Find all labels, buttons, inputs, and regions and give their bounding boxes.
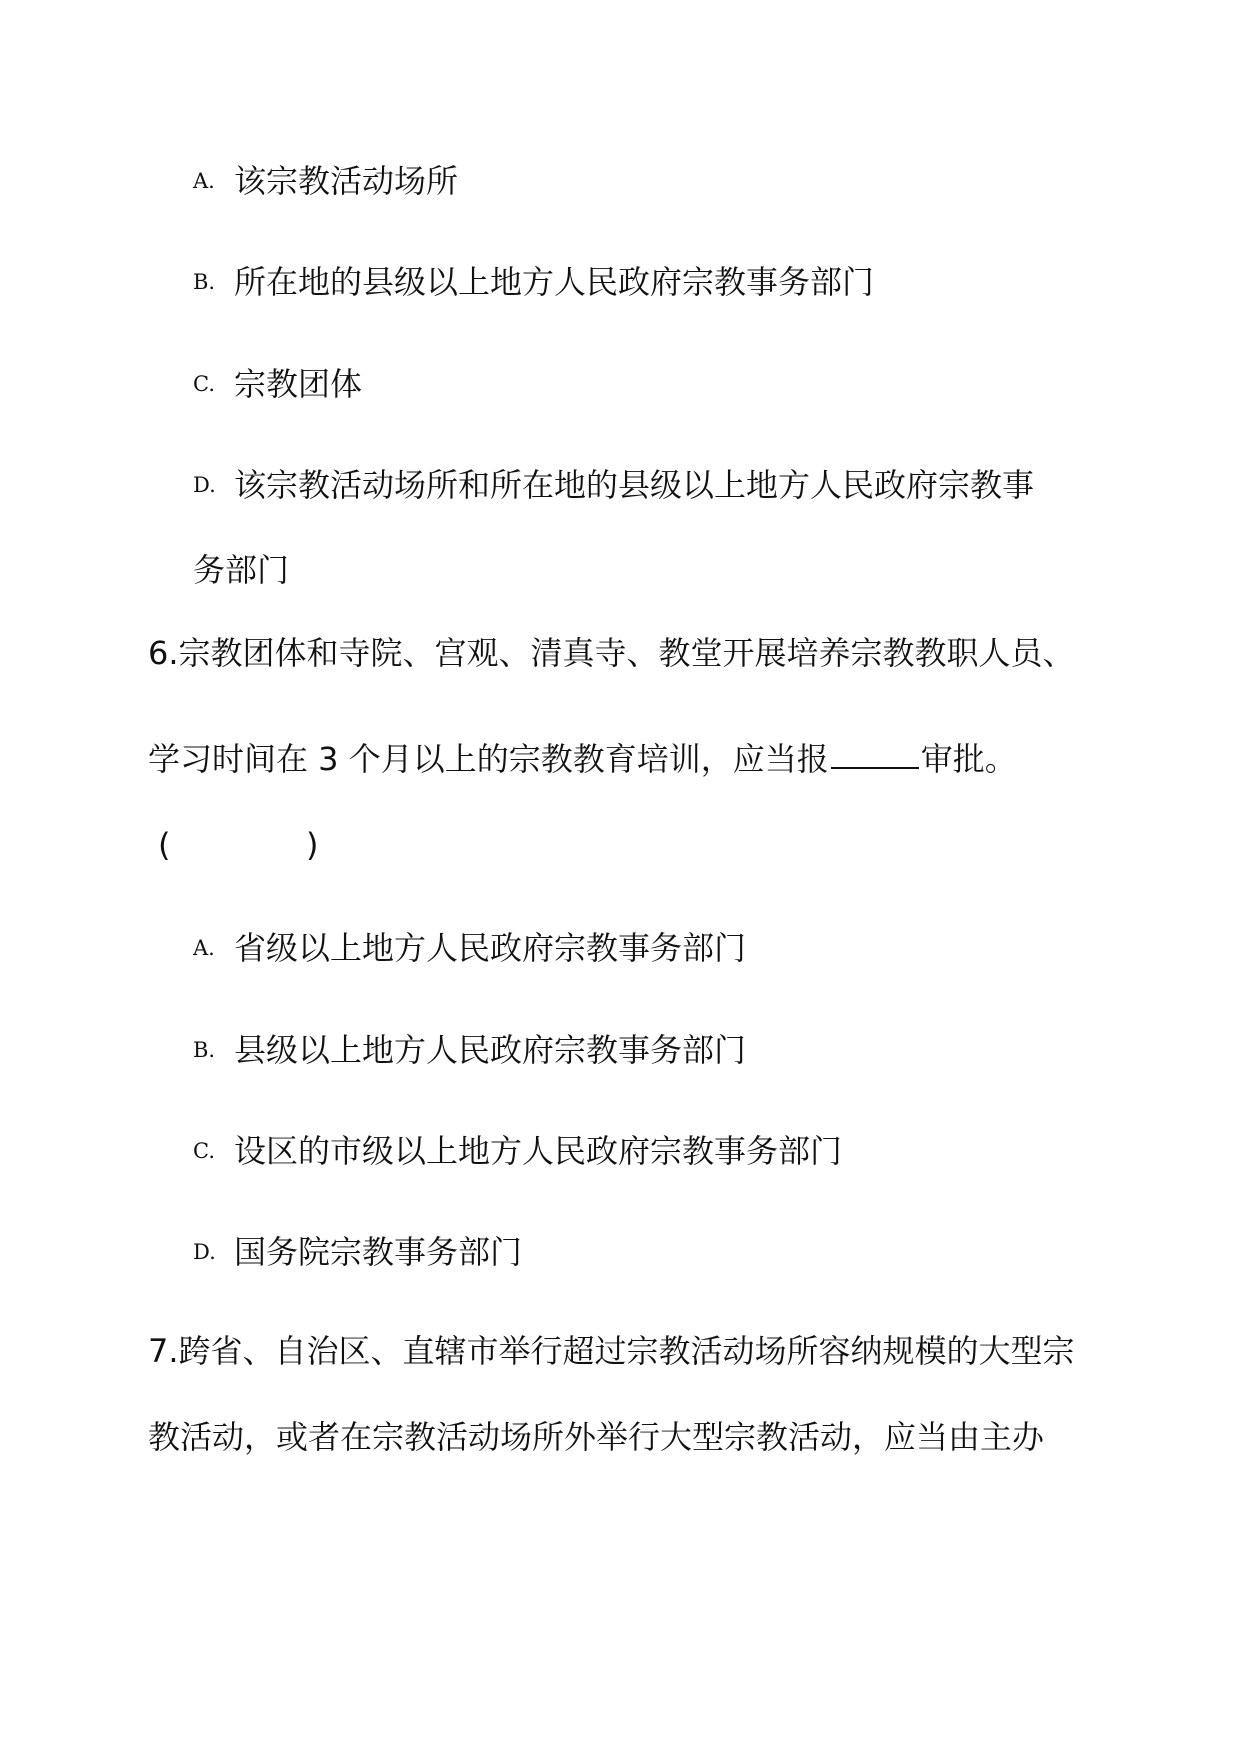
option-text: 设区的市级以上地方人民政府宗教事务部门 bbox=[234, 1132, 843, 1170]
option-text: 所在地的县级以上地方人民政府宗教事务部门 bbox=[234, 263, 875, 301]
answer-paren-open: ( bbox=[158, 826, 171, 864]
q5-option-d bbox=[193, 465, 1034, 505]
option-letter: C. bbox=[193, 1139, 215, 1163]
option-text: 宗教团体 bbox=[234, 365, 363, 403]
answer-paren-close: ) bbox=[306, 826, 319, 864]
q6-option-d bbox=[193, 1232, 522, 1272]
option-letter: A. bbox=[193, 936, 215, 960]
option-text: 该宗教活动场所和所在地的县级以上地方人民政府宗教事 bbox=[234, 466, 1035, 504]
q6-stem-after-blank: 审批。 bbox=[920, 740, 1017, 778]
q5-option-d-continuation: 务部门 bbox=[193, 551, 290, 589]
q6-option-a bbox=[193, 928, 746, 968]
q6-option-b bbox=[193, 1030, 746, 1070]
option-letter: B. bbox=[193, 1038, 216, 1062]
q5-option-a bbox=[193, 161, 458, 201]
q6-stem-before-blank: 学习时间在 3 个月以上的宗教教育培训，应当报 bbox=[148, 740, 829, 778]
q6-stem-line2 bbox=[148, 739, 1017, 779]
option-text: 省级以上地方人民政府宗教事务部门 bbox=[234, 929, 747, 967]
q5-option-c bbox=[193, 364, 362, 404]
q6-stem-line1: 6.宗教团体和寺院、宫观、清真寺、教堂开展培养宗教教职人员、 bbox=[148, 634, 1075, 672]
option-letter: D. bbox=[193, 1240, 216, 1264]
q7-stem-line2: 教活动，或者在宗教活动场所外举行大型宗教活动，应当由主办 bbox=[148, 1418, 1045, 1456]
option-letter: D. bbox=[193, 473, 216, 497]
answer-blank bbox=[831, 739, 919, 769]
option-letter: C. bbox=[193, 372, 215, 396]
q5-option-b bbox=[193, 262, 874, 302]
option-letter: A. bbox=[193, 169, 215, 193]
q6-option-c bbox=[193, 1131, 842, 1171]
option-text: 该宗教活动场所 bbox=[234, 162, 459, 200]
q7-stem-line1: 7.跨省、自治区、直辖市举行超过宗教活动场所容纳规模的大型宗 bbox=[148, 1332, 1075, 1370]
option-text: 县级以上地方人民政府宗教事务部门 bbox=[234, 1031, 747, 1069]
option-text: 国务院宗教事务部门 bbox=[234, 1233, 523, 1271]
option-letter: B. bbox=[193, 270, 216, 294]
